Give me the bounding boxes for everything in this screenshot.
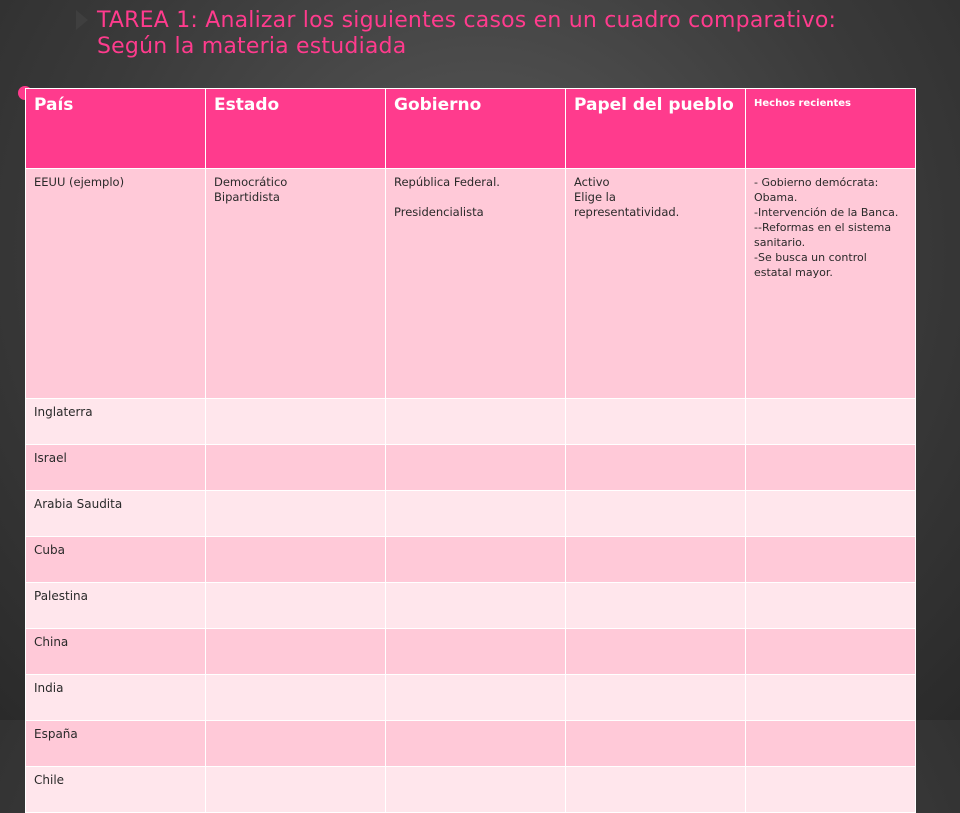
- empty-cell: [746, 537, 916, 583]
- empty-cell: [386, 445, 566, 491]
- header-row: [26, 89, 916, 169]
- estado-line-1: Democrático: [214, 175, 288, 189]
- table-row: [26, 629, 916, 675]
- empty-cell: [386, 767, 566, 813]
- cell-example-hechos: [746, 169, 916, 399]
- cell-example-papel: [566, 169, 746, 399]
- hechos-line-1: - Gobierno demócrata: Obama.: [754, 176, 879, 204]
- empty-cell: [746, 675, 916, 721]
- empty-cell: [566, 445, 746, 491]
- empty-cell: [206, 721, 386, 767]
- empty-cell: [746, 445, 916, 491]
- header-papel-del-pueblo: Papel del pueblo: [566, 89, 746, 169]
- cell-example-pais: EEUU (ejemplo): [26, 169, 206, 399]
- empty-cell: [566, 767, 746, 813]
- papel-line-1: Activo: [574, 175, 610, 189]
- header-estado: Estado: [206, 89, 386, 169]
- title-line-2: Según la materia estudiada: [97, 34, 407, 59]
- country-cell: España: [26, 721, 206, 767]
- empty-cell: [386, 629, 566, 675]
- comparison-table: [25, 88, 916, 813]
- empty-cell: [206, 767, 386, 813]
- table-row: [26, 721, 916, 767]
- empty-cell: [746, 399, 916, 445]
- title-line-1: TAREA 1: Analizar los siguientes casos en un cuadro comparativo:: [97, 8, 837, 33]
- gobierno-line-1: República Federal.: [394, 175, 500, 189]
- empty-cell: [566, 721, 746, 767]
- empty-cell: [206, 629, 386, 675]
- table-row: [26, 445, 916, 491]
- empty-cell: [746, 767, 916, 813]
- empty-cell: [206, 491, 386, 537]
- empty-cell: [746, 629, 916, 675]
- empty-cell: [206, 399, 386, 445]
- table-row: [26, 537, 916, 583]
- empty-cell: [566, 629, 746, 675]
- empty-cell: [206, 675, 386, 721]
- empty-cell: [566, 537, 746, 583]
- country-cell: Chile: [26, 767, 206, 813]
- table-row: [26, 767, 916, 813]
- empty-cell: [386, 491, 566, 537]
- table-row: [26, 399, 916, 445]
- hechos-line-2: -Intervención de la Banca.: [754, 206, 899, 219]
- empty-cell: [386, 537, 566, 583]
- empty-cell: [386, 583, 566, 629]
- hechos-line-4: -Se busca un control estatal mayor.: [754, 251, 867, 279]
- empty-cell: [566, 675, 746, 721]
- cell-example-estado: [206, 169, 386, 399]
- empty-cell: [566, 399, 746, 445]
- empty-cell: [566, 491, 746, 537]
- empty-cell: [206, 445, 386, 491]
- empty-cell: [746, 721, 916, 767]
- empty-cell: [206, 583, 386, 629]
- cell-example-gobierno: [386, 169, 566, 399]
- empty-cell: [566, 583, 746, 629]
- papel-line-2: Elige la: [574, 190, 616, 204]
- table-row: [26, 675, 916, 721]
- hechos-line-3: --Reformas en el sistema sanitario.: [754, 221, 892, 249]
- header-gobierno: Gobierno: [386, 89, 566, 169]
- country-cell: India: [26, 675, 206, 721]
- empty-cell: [386, 675, 566, 721]
- empty-cell: [206, 537, 386, 583]
- country-cell: Cuba: [26, 537, 206, 583]
- table-row: [26, 583, 916, 629]
- title-chevron-icon: [76, 10, 88, 30]
- empty-cell: [386, 721, 566, 767]
- country-cell: Arabia Saudita: [26, 491, 206, 537]
- country-cell: China: [26, 629, 206, 675]
- table-row-example: [26, 169, 916, 399]
- country-cell: Israel: [26, 445, 206, 491]
- empty-cell: [746, 583, 916, 629]
- papel-line-3: representatividad.: [574, 205, 680, 219]
- country-cell: Palestina: [26, 583, 206, 629]
- country-cell: Inglaterra: [26, 399, 206, 445]
- table-row: [26, 491, 916, 537]
- slide-title: [97, 8, 917, 60]
- empty-cell: [746, 491, 916, 537]
- header-pais: País: [26, 89, 206, 169]
- empty-cell: [386, 399, 566, 445]
- header-hechos-recientes: Hechos recientes: [746, 89, 916, 169]
- estado-line-2: Bipartidista: [214, 190, 280, 204]
- gobierno-line-2: Presidencialista: [394, 205, 484, 219]
